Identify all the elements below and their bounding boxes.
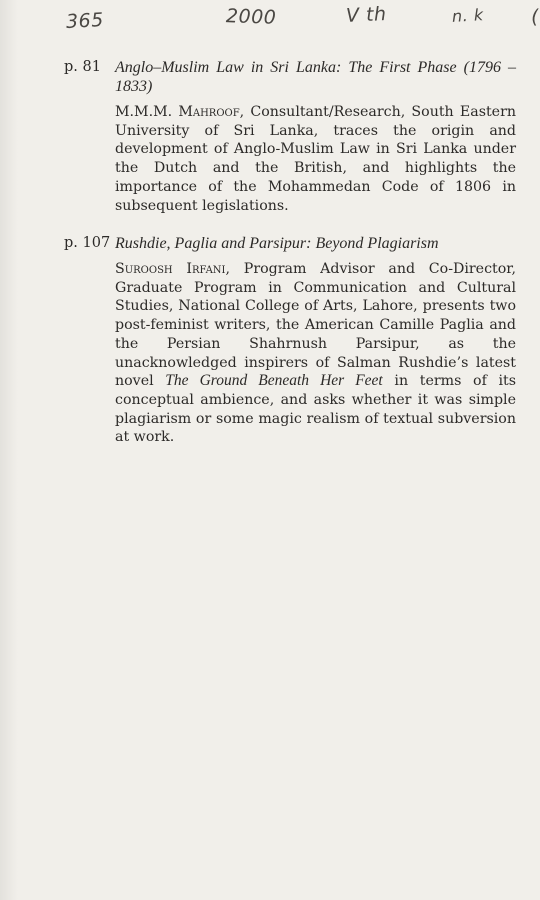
handwritten-note: 365 xyxy=(65,9,105,33)
article-title: Rushdie, Paglia and Parsipur: Beyond Plagiarism xyxy=(115,235,439,252)
handwritten-note: 2000 xyxy=(225,5,277,29)
handwritten-note: n. k xyxy=(451,5,485,26)
novel-title: The Ground Beneath Her Feet xyxy=(165,372,383,390)
abstract-text: , Program Advisor and Co-Director, Graduate Program in Communication and Cultural Studies, National College of Arts, Lahore, presents two post-feminist writers, the American Camille Paglia and the Persian Shahrnush Parsipur, as the unacknowledged inspirers of Salman Rushdie’s latest novel xyxy=(115,261,516,390)
handwritten-note: ( xyxy=(530,5,540,29)
page-reference: p. 107 xyxy=(64,235,111,251)
abstract-text: , Consultant/Research, South Eastern University of Sri Lanka, traces the origin and development of Anglo-Muslim Law in Sri Lanka under the Dutch and the British, and highlights the importance of the Mohammedan Code of 1806 in subsequent legislations. xyxy=(115,104,516,214)
article-abstract xyxy=(115,103,516,215)
article-abstract xyxy=(115,260,516,447)
author-name: M.M.M. Mahroof xyxy=(115,104,240,120)
page-edge-shadow xyxy=(0,0,18,900)
article-title: Anglo–Muslim Law in Sri Lanka: The First Phase (1796 – 1833) xyxy=(115,59,516,95)
abstract-text-continued: in terms of its conceptual ambience, and asks whether it was simple plagiarism or some magic realism of textual subversion at work. xyxy=(115,373,517,446)
page-reference: p. 81 xyxy=(64,59,101,75)
article-entry xyxy=(64,234,516,447)
handwritten-note: V th xyxy=(345,2,388,28)
author-name: Suroosh Irfani xyxy=(115,261,226,277)
article-entry xyxy=(64,58,516,215)
